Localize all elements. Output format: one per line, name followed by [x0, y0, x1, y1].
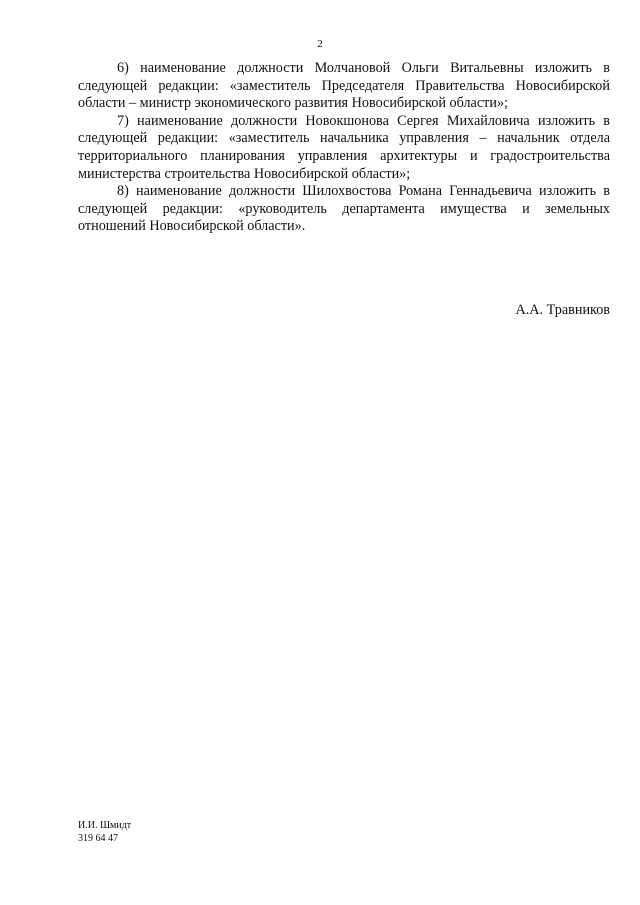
executor-name: И.И. Шмидт: [78, 820, 132, 831]
document-body: [78, 60, 610, 236]
paragraph-item-6: 6) наименование должности Молчановой Ольги Витальевны изложить в следующей редакции: «заместитель Председателя Правительства Новосибирской области – министр экономического развития Новосибирской области»;: [78, 60, 610, 112]
executor-block: [78, 819, 131, 845]
executor-phone: 319 64 47: [78, 833, 118, 844]
signature-name: А.А. Травников: [515, 302, 610, 318]
paragraph-item-8: 8) наименование должности Шилохвостова Романа Геннадьевича изложить в следующей редакции: «руководитель департамента имущества и земельных отношений Новосибирской области».: [78, 183, 610, 235]
paragraph-item-7: 7) наименование должности Новокшонова Сергея Михайловича изложить в следующей редакции: «заместитель начальника управления – начальник отдела территориального планирования управления архитектуры и градостроительства министерства строительства Новосибирской области»;: [78, 112, 610, 182]
page-number: 2: [317, 38, 323, 50]
